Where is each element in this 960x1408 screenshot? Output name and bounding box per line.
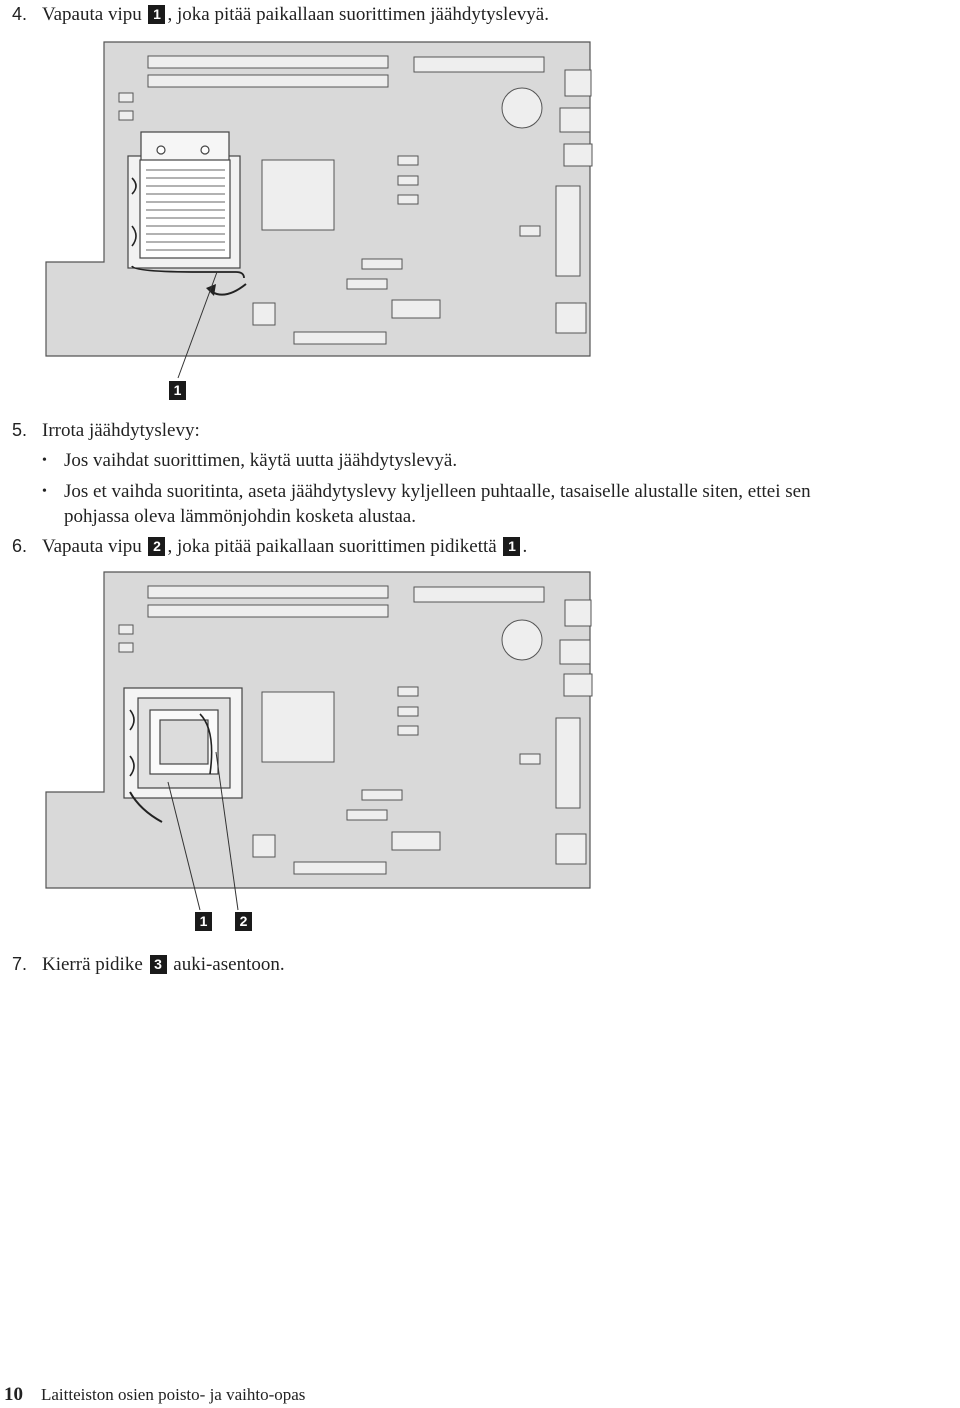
step-text: auki-asentoon. — [173, 954, 285, 975]
step-6 — [12, 534, 527, 559]
step-number: 5. — [12, 420, 28, 440]
step-text: , joka pitää paikallaan suorittimen jäähdytyslevyä. — [167, 4, 549, 25]
step-text: , joka pitää paikallaan suorittimen pidikettä — [167, 536, 497, 557]
callout-1: 1 — [169, 381, 186, 400]
step-5 — [12, 418, 200, 443]
figure-processor-board — [0, 560, 960, 940]
callout-badge: 1 — [148, 5, 165, 24]
callout-badge: 2 — [148, 537, 165, 556]
step-text: Kierrä pidike — [42, 954, 143, 975]
page-footer — [4, 1384, 305, 1406]
step-number: 4. — [12, 4, 28, 24]
step-text: Vapauta vipu — [42, 536, 142, 557]
bullet-item: • Jos et vaihda suoritinta, aseta jäähdytyslevy kyljelleen puhtaalle, tasaiselle alustalle siten, ettei sen — [42, 481, 811, 502]
callout-badge: 1 — [503, 537, 520, 556]
callout-1: 1 — [195, 912, 212, 931]
step-number: 6. — [12, 536, 28, 556]
step-text: Irrota jäähdytyslevy: — [42, 420, 200, 441]
bullet-continuation: pohjassa oleva lämmönjohdin kosketa alustaa. — [64, 506, 416, 527]
page-number: 10 — [4, 1384, 23, 1405]
step-number: 7. — [12, 954, 28, 974]
figure-heatsink-board — [0, 0, 960, 400]
callout-badge: 3 — [150, 955, 167, 974]
footer-title: Laitteiston osien poisto- ja vaihto-opas — [41, 1385, 306, 1404]
step-text: Vapauta vipu — [42, 4, 142, 25]
bullet-item: • Jos vaihdat suorittimen, käytä uutta jäähdytyslevyä. — [42, 450, 458, 471]
step-7 — [12, 952, 285, 977]
callout-2: 2 — [235, 912, 252, 931]
step-text: . — [522, 536, 528, 557]
